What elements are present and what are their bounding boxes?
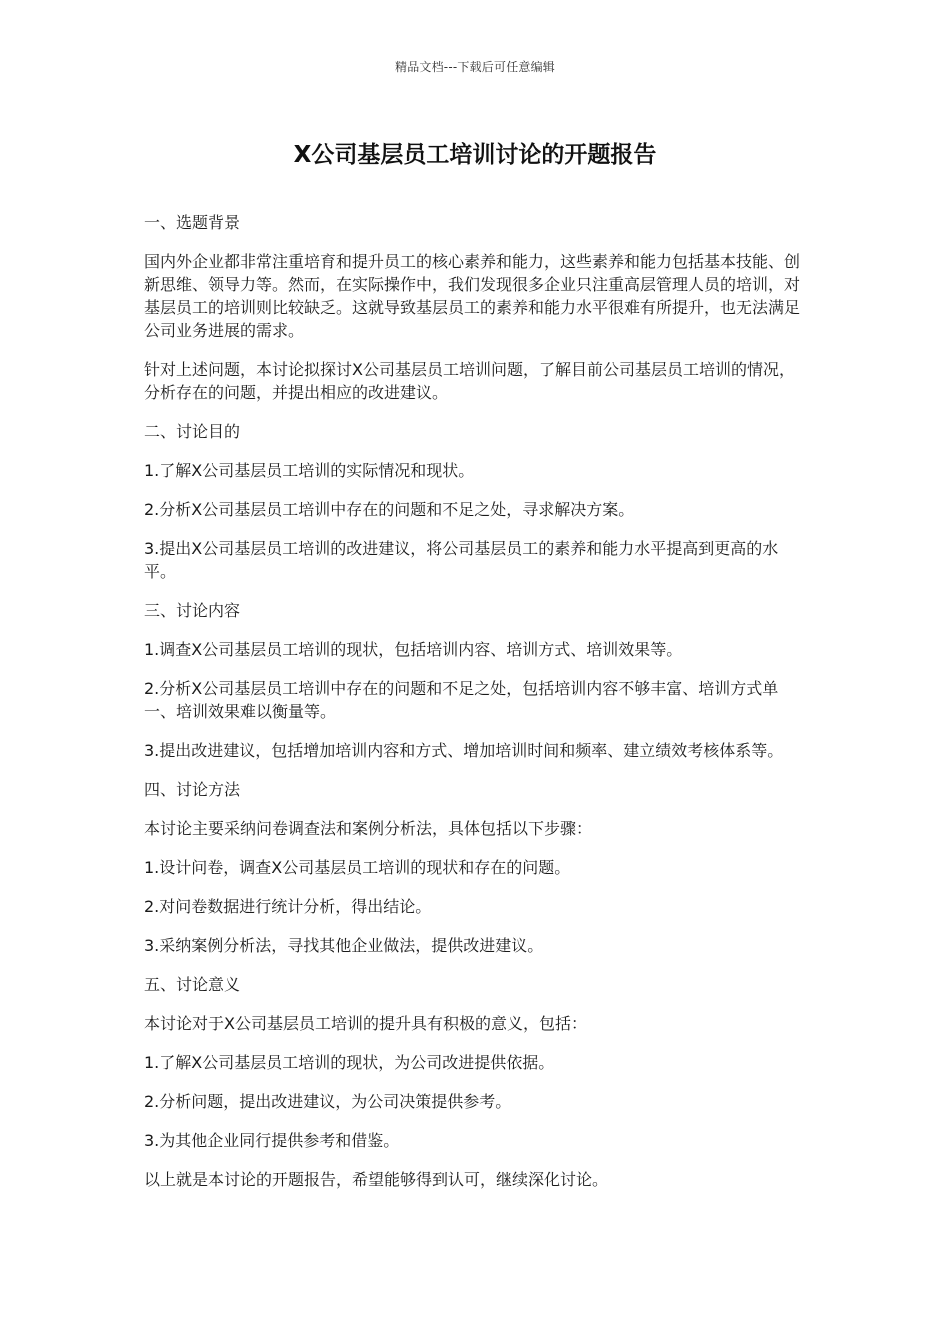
list-item: 1.调查X公司基层员工培训的现状，包括培训内容、培训方式、培训效果等。 [144, 640, 683, 659]
list-item: 2.对问卷数据进行统计分析，得出结论。 [144, 897, 432, 916]
list-item: 1.了解X公司基层员工培训的实际情况和现状。 [144, 461, 475, 480]
document-title: X公司基层员工培训讨论的开题报告 [293, 142, 657, 168]
list-item: 3.为其他企业同行提供参考和借鉴。 [144, 1131, 400, 1150]
list-item: 1.了解X公司基层员工培训的现状，为公司改进提供依据。 [144, 1053, 555, 1072]
conclusion-paragraph: 以上就是本讨论的开题报告，希望能够得到认可，继续深化讨论。 [144, 1170, 609, 1189]
list-item: 3.提出改进建议，包括增加培训内容和方式、增加培训时间和频率、建立绩效考核体系等。 [144, 741, 784, 760]
paragraph: 针对上述问题，本讨论拟探讨X公司基层员工培训问题，了解目前公司基层员工培训的情况，分析存在的问题，并提出相应的改进建议。 [144, 360, 795, 402]
list-item: 3.采纳案例分析法，寻找其他企业做法，提供改进建议。 [144, 936, 544, 955]
paragraph: 本讨论主要采纳问卷调查法和案例分析法，具体包括以下步骤： [144, 819, 593, 838]
section-heading-purpose: 二、讨论目的 [144, 422, 241, 441]
list-item: 2.分析X公司基层员工培训中存在的问题和不足之处，包括培训内容不够丰富、培训方式单一、培训效果难以衡量等。 [144, 679, 779, 721]
list-item: 2.分析问题，提出改进建议，为公司决策提供参考。 [144, 1092, 512, 1111]
section-heading-content: 三、讨论内容 [144, 601, 241, 620]
page-header-note: 精品文档---下载后可任意编辑 [395, 60, 555, 74]
list-item: 2.分析X公司基层员工培训中存在的问题和不足之处，寻求解决方案。 [144, 500, 635, 519]
document-body [144, 211, 800, 1207]
paragraph: 本讨论对于X公司基层员工培训的提升具有积极的意义，包括： [144, 1014, 587, 1033]
section-heading-method: 四、讨论方法 [144, 780, 241, 799]
section-heading-background: 一、选题背景 [144, 213, 241, 232]
list-item: 1.设计问卷，调查X公司基层员工培训的现状和存在的问题。 [144, 858, 571, 877]
section-heading-significance: 五、讨论意义 [144, 975, 241, 994]
paragraph: 国内外企业都非常注重培育和提升员工的核心素养和能力，这些素养和能力包括基本技能、创新思维、领导力等。然而，在实际操作中，我们发现很多企业只注重高层管理人员的培训，对基层员工的培训则比较缺乏。这就导致基层员工的素养和能力水平很难有所提升，也无法满足公司业务进展的需求。 [144, 252, 801, 340]
list-item: 3.提出X公司基层员工培训的改进建议，将公司基层员工的素养和能力水平提高到更高的水平。 [144, 539, 779, 581]
